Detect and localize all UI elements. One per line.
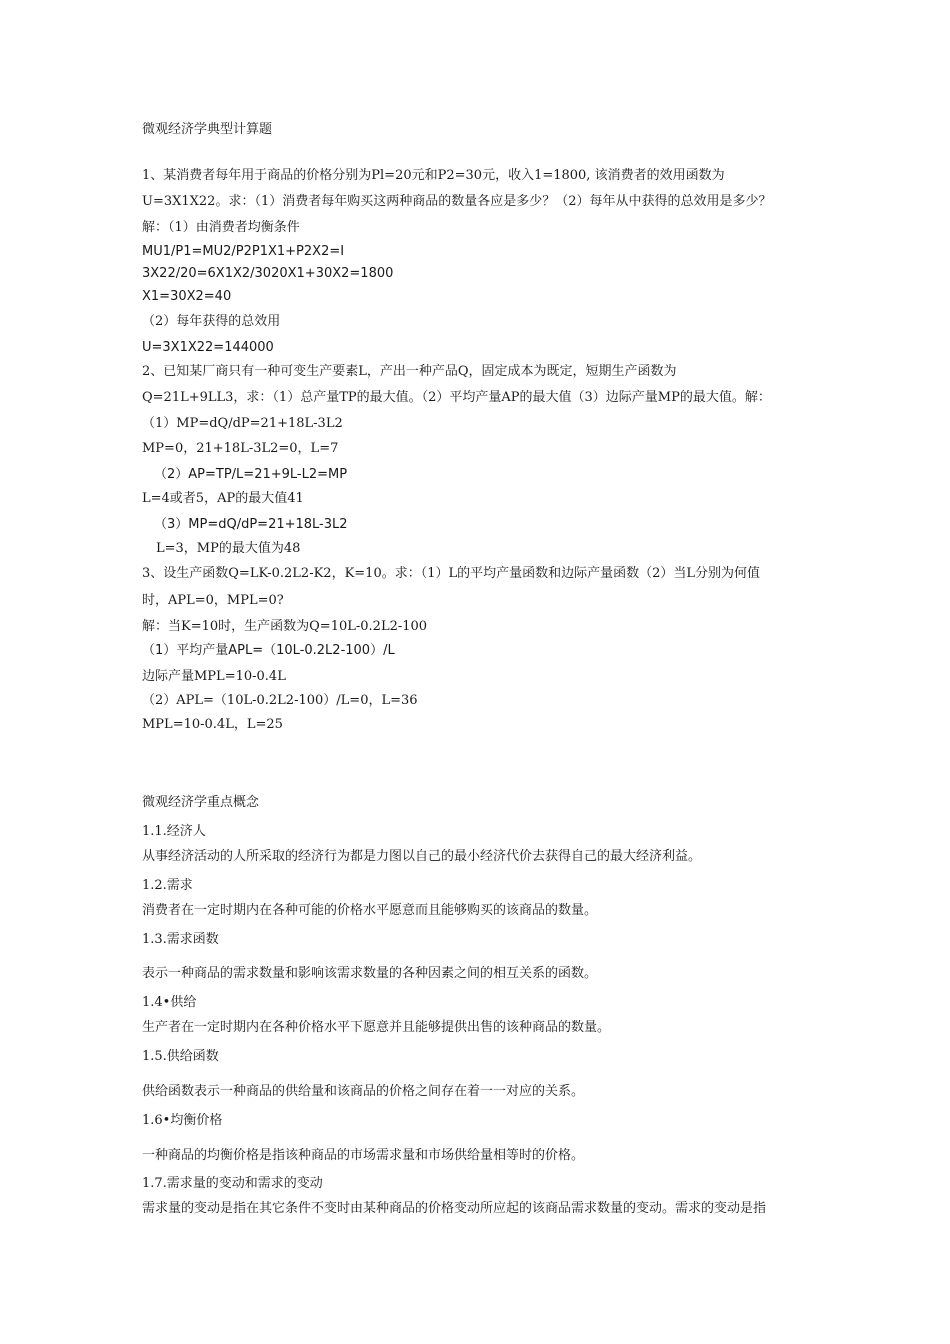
text-line: （2）APL=（10L-0.2L2-100）/L=0，L=36 bbox=[142, 693, 418, 708]
text-line: （2）每年获得的总效用 bbox=[142, 314, 281, 329]
concept-text: 供给函数表示一种商品的供给量和该商品的价格之间存在着一一对应的关系。 bbox=[142, 1084, 585, 1099]
text-line: 边际产量MPL=10-0.4L bbox=[142, 669, 286, 684]
text-line: MP=0，21+18L-3L2=0，L=7 bbox=[142, 441, 339, 456]
concept-text: 一种商品的均衡价格是指该种商品的市场需求量和市场供给量相等时的价格。 bbox=[142, 1148, 585, 1163]
section-title-calculation: 微观经济学典型计算题 bbox=[142, 122, 273, 137]
formula-line: （1）平均产量APL=（10L-0.2L2-100）/L bbox=[142, 643, 395, 658]
formula-line: （3）MP=dQ/dP=21+18L-3L2 bbox=[154, 517, 348, 532]
text-line: 3、设生产函数Q=LK-0.2L2-K2，K=10。求：（1）L的平均产量函数和边际产量函数（2）当L分别为何值 bbox=[142, 566, 761, 581]
concept-text: 需求量的变动是指在其它条件不变时由某种商品的价格变动所应起的该商品需求数量的变动。需求的变动是指 bbox=[142, 1201, 767, 1216]
concept-text: 从事经济活动的人所采取的经济行为都是力图以自己的最小经济代价去获得自己的最大经济利益。 bbox=[142, 849, 702, 864]
text-line: Q=21L+9LL3，求：（1）总产量TP的最大值。（2）平均产量AP的最大值（3）边际产量MP的最大值。解： bbox=[142, 390, 771, 405]
text-line: 解：（1）由消费者均衡条件 bbox=[142, 220, 300, 235]
text-line: 时，APL=0，MPL=0? bbox=[142, 593, 284, 608]
concept-heading: 1.4•供给 bbox=[142, 995, 197, 1010]
concept-heading: 1.2.需求 bbox=[142, 878, 193, 893]
concept-heading: 1.1.经济人 bbox=[142, 824, 206, 839]
concept-heading: 1.3.需求函数 bbox=[142, 932, 219, 947]
formula-line: U=3X1X22=144000 bbox=[142, 340, 274, 355]
formula-line: X1=30X2=40 bbox=[142, 289, 232, 304]
text-line: 2、已知某厂商只有一种可变生产要素L，产出一种产品Q，固定成本为既定，短期生产函数为 bbox=[142, 364, 677, 379]
concept-text: 生产者在一定时期内在各种价格水平下愿意并且能够提供出售的该种商品的数量。 bbox=[142, 1020, 611, 1035]
text-line: L=3，MP的最大值为48 bbox=[156, 541, 301, 556]
formula-line: （2）AP=TP/L=21+9L-L2=MP bbox=[154, 467, 348, 482]
concept-heading: 1.5.供给函数 bbox=[142, 1049, 219, 1064]
text-line: MPL=10-0.4L，L=25 bbox=[142, 717, 283, 732]
concept-text: 表示一种商品的需求数量和影响该需求数量的各种因素之间的相互关系的函数。 bbox=[142, 966, 598, 981]
text-line: 1、某消费者每年用于商品的价格分别为Pl=20元和P2=30元，收入1=1800, 该消费者的效用函数为 bbox=[142, 168, 725, 183]
concept-heading: 1.6•均衡价格 bbox=[142, 1113, 223, 1128]
section-title-concepts: 微观经济学重点概念 bbox=[142, 795, 260, 810]
text-line: 解：当K=10时，生产函数为Q=10L-0.2L2-100 bbox=[142, 619, 428, 634]
text-line: L=4或者5，AP的最大值41 bbox=[142, 491, 304, 506]
text-line: U=3X1X22。求：（1）消费者每年购买这两种商品的数量各应是多少？（2）每年从中获得的总效用是多少？ bbox=[142, 194, 772, 209]
text-line: （1）MP=dQ/dP=21+18L-3L2 bbox=[142, 416, 343, 431]
formula-line: 3X22/20=6X1X2/3020X1+30X2=1800 bbox=[142, 266, 394, 281]
concept-heading: 1.7.需求量的变动和需求的变动 bbox=[142, 1176, 323, 1191]
concept-text: 消费者在一定时期内在各种可能的价格水平愿意而且能够购买的该商品的数量。 bbox=[142, 903, 598, 918]
formula-line: MU1/P1=MU2/P2P1X1+P2X2=I bbox=[142, 244, 345, 259]
